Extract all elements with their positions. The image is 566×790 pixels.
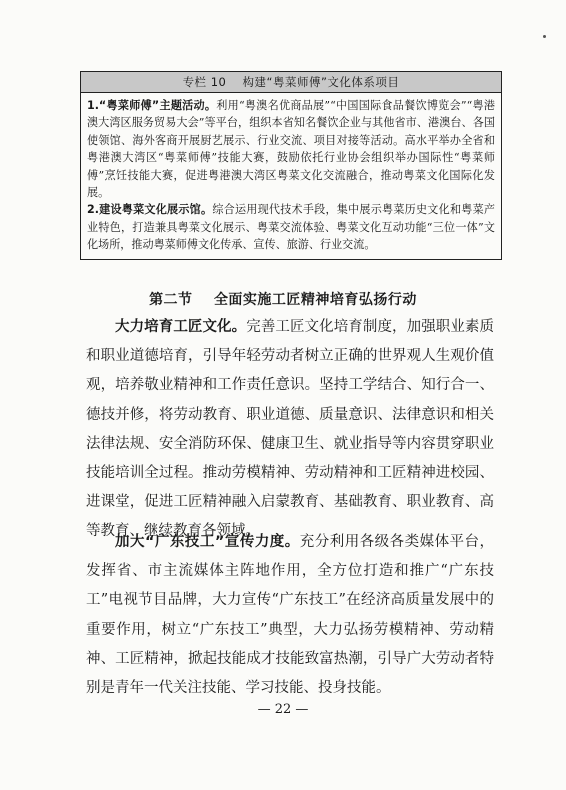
paragraph-1 bbox=[86, 313, 494, 547]
paragraph-2 bbox=[86, 528, 494, 703]
box-item-2 bbox=[87, 201, 495, 253]
box-item-1-heading: 1.“粤菜师傅”主题活动。 bbox=[87, 99, 217, 112]
box-title-bar bbox=[81, 72, 501, 93]
box-label: 专栏 10 bbox=[182, 75, 227, 89]
box-item-2-text: 综合运用现代技术手段，集中展示粤菜历史文化和粤菜产业特色，打造兼具粤菜文化展示、粤菜交流体验、粤菜文化互动功能“三位一体”文化场所，推动粤菜师傅文化传承、宣传、旅游、行业交流。 bbox=[87, 203, 495, 252]
paragraph-1-lead: 大力培育工匠文化。 bbox=[115, 319, 247, 335]
box-body bbox=[81, 93, 501, 259]
box-title: 构建“粤菜师傅”文化体系项目 bbox=[242, 75, 400, 89]
section-heading bbox=[0, 289, 566, 309]
paragraph-1-text: 完善工匠文化培育制度，加强职业素质和职业道德培育，引导年轻劳动者树立正确的世界观人生观价值观，培养敬业精神和工作责任意识。坚持工学结合、知行合一、德技并修，将劳动教育、职业道德、质量意识、法律意识和相关法律法规、安全消防环保、健康卫生、就业指导等内容贯穿职业技能培训全过程。推动劳模精神、劳动精神和工匠精神进校园、进课堂，促进工匠精神融入启蒙教育、基础教育、职业教育、高等教育、继续教育各领域。 bbox=[86, 319, 495, 540]
paragraph-2-text: 充分利用各级各类媒体平台，发挥省、市主流媒体主阵地作用，全方位打造和推广“广东技工”电视节目品牌，大力宣传“广东技工”在经济高质量发展中的重要作用，树立“广东技工”典型，大力弘扬劳模精神、劳动精神、工匠精神，掀起技能成才技能致富热潮，引导广大劳动者特别是青年一代关注技能、学习技能、投身技能。 bbox=[86, 534, 495, 697]
page-number: — 22 — bbox=[257, 702, 309, 717]
section-title: 全面实施工匠精神培育弘扬行动 bbox=[213, 292, 417, 308]
scan-speck bbox=[543, 35, 546, 38]
box-item-2-heading: 2.建设粤菜文化展示馆。 bbox=[87, 203, 213, 217]
section-number: 第二节 bbox=[149, 292, 193, 308]
box-item-1-text: 利用“粤澳名优商品展”“中国国际食品餐饮博览会”“粤港澳大湾区服务贸易大会”等平台，组织本省知名餐饮企业与其他省市、港澳台、各国使领馆、海外客商开展厨艺展示、行业交流、项目对接等活动。高水平举办全省和粤港澳大湾区“粤菜师傅”技能大赛，鼓励依托行业协会组织举办国际性“粤菜师傅”烹饪技能大赛，促进粤港澳大湾区粤菜文化交流融合，推动粤菜文化国际化发展。 bbox=[87, 99, 495, 200]
box-item-1 bbox=[87, 97, 495, 201]
paragraph-2-lead: 加大“广东技工”宣传力度。 bbox=[115, 534, 300, 550]
sidebar-box bbox=[80, 71, 502, 260]
